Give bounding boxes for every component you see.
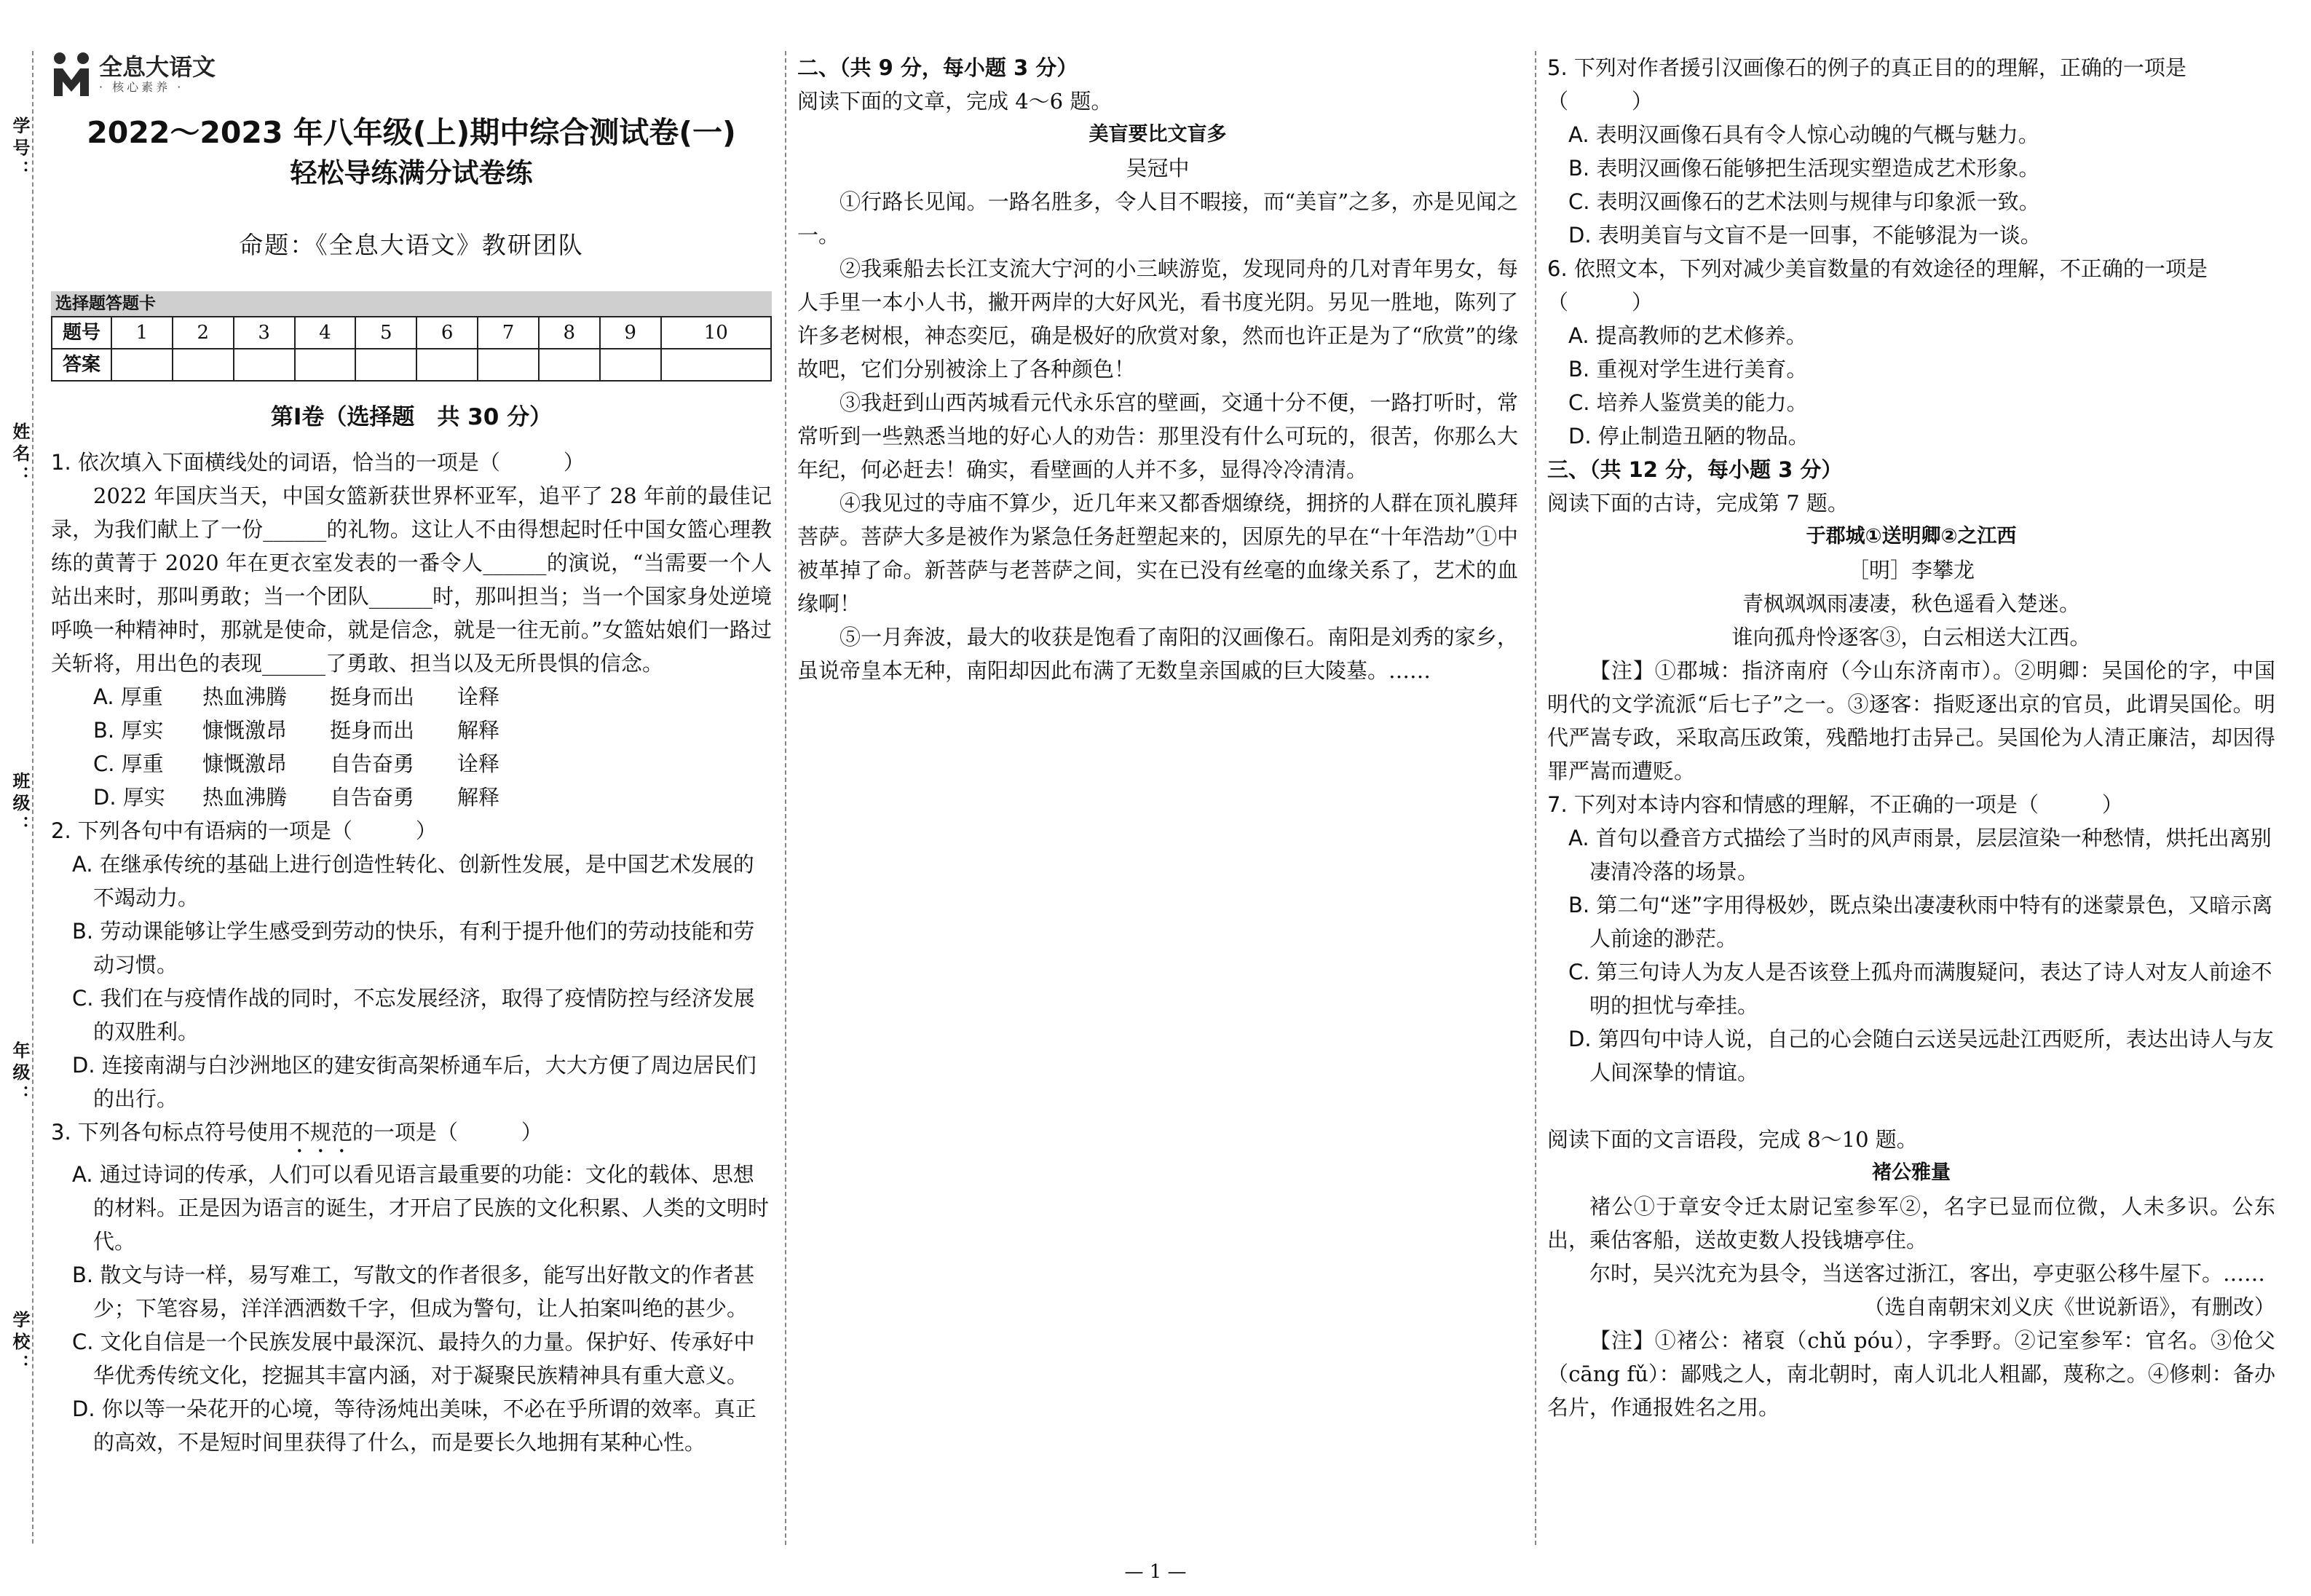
answer-card-title: 选择题答题卡 (51, 291, 772, 316)
classical-paragraph: 尔时，吴兴沈充为县令，当送客过浙江，客出，亭吏驱公移牛屋下。…… (1589, 1261, 2266, 1286)
question-5-option-c[interactable]: C. 表明汉画像石的艺术法则与规律与印象派一致。 (1568, 189, 2040, 214)
question-3-option-a[interactable]: A. 通过诗词的传承，人们可以看见语言最重要的功能：文化的载体、思想的材料。正是因为语言的诞生，才开启了民族的文化积累、人类的文明时代。 (72, 1162, 770, 1254)
answer-card-row-label: 题号 (52, 317, 111, 349)
article-title: 美盲要比文盲多 (1089, 123, 1227, 146)
logo-name: 全息大语文 (99, 53, 216, 81)
question-6-option-b[interactable]: B. 重视对学生进行美育。 (1568, 357, 1808, 382)
column-separator (785, 51, 786, 1545)
page-number: — 1 — (1124, 1561, 1187, 1583)
section-2-heading: 二、（共 9 分，每小题 3 分） (797, 55, 1078, 80)
poem-line: 青枫飒飒雨凄凄，秋色遥看入楚迷。 (1742, 591, 2080, 616)
poem-note: 【注】①郡城：指济南府（今山东济南市）。②明卿：吴国伦的字，中国明代的文学流派“后七子”之一。③逐客：指贬逐出京的官员，此谓吴国伦。明代严嵩专政，采取高压政策，残酷地打击异己。吴国伦为人清正廉洁，却因得罪严嵩而遭贬。 (1547, 658, 2275, 783)
question-number: 9 (600, 317, 661, 349)
logo-tagline: · 核心素养 · (99, 80, 184, 94)
section-2-intro: 阅读下面的文章，完成 4～6 题。 (797, 89, 1113, 114)
answer-cell[interactable] (295, 349, 356, 381)
poem-author: ［明］李攀龙 (1847, 558, 1975, 582)
question-7-option-c[interactable]: C. 第三句诗人为友人是否该登上孤舟而满腹疑问，表达了诗人对友人前途不明的担忧与牵挂。 (1568, 960, 2272, 1018)
question-2-option-d[interactable]: D. 连接南湖与白沙洲地区的建安街高架桥通车后，大大方便了周边居民们的出行。 (72, 1053, 756, 1111)
question-1-option-a[interactable]: A. 厚重 热血沸腾 挺身而出 诠释 (93, 684, 500, 709)
question-5-stem: 5. 下列对作者援引汉画像石的例子的真正目的的理解，正确的一项是（ ） (1547, 55, 2186, 114)
question-number: 5 (355, 317, 416, 349)
classical-title: 褚公雅量 (1872, 1161, 1951, 1184)
question-6-stem: 6. 依照文本，下列对减少美盲数量的有效途径的理解，不正确的一项是（ ） (1547, 256, 2208, 315)
paper-title: 2022～2023 年八年级(上)期中综合测试卷(一) (87, 115, 736, 150)
article-paragraph: ⑤一月奔波，最大的收获是饱看了南阳的汉画像石。南阳是刘秀的家乡，虽说帝皇本无种，南阳却因此布满了无数皇亲国戚的巨大陵墓。…… (797, 625, 1518, 683)
answer-cell[interactable] (478, 349, 539, 381)
question-number: 6 (416, 317, 478, 349)
question-number: 2 (173, 317, 234, 349)
question-2-option-b[interactable]: B. 劳动课能够让学生感受到劳动的快乐，有利于提升他们的劳动技能和劳动习惯。 (72, 919, 755, 977)
side-label-name: 姓名： (9, 422, 30, 488)
question-6-option-d[interactable]: D. 停止制造丑陋的物品。 (1568, 424, 1809, 449)
question-number: 7 (478, 317, 539, 349)
article-paragraph: ①行路长见闻。一路名胜多，令人目不暇接，而“美盲”之多，亦是见闻之一。 (797, 189, 1518, 248)
column-3 (1547, 51, 2275, 1424)
side-label-grade: 年级： (9, 1041, 30, 1107)
classical-source: （选自南朝宋刘义庆《世说新语》，有删改） (1863, 1295, 2275, 1319)
question-5-option-b[interactable]: B. 表明汉画像石能够把生活现实塑造成艺术形象。 (1568, 156, 2040, 181)
question-1-stem: 1. 依次填入下面横线处的词语，恰当的一项是（ ） (51, 450, 585, 475)
answer-cell[interactable] (539, 349, 600, 381)
question-5-option-d[interactable]: D. 表明美盲与文盲不是一回事，不能够混为一谈。 (1568, 223, 2042, 248)
article-paragraph: ②我乘船去长江支流大宁河的小三峡游览，发现同舟的几对青年男女，每人手里一本小人书，撇开两岸的大好风光，看书度光阴。另见一胜地，陈列了许多老树根，神态奕厄，确是极好的欣赏对象，然而也许正是为了“欣赏”的缘故吧，它们分别被涂上了各种颜色！ (797, 256, 1518, 382)
side-label-student-id: 学号： (9, 116, 30, 182)
question-2-option-a[interactable]: A. 在继承传统的基础上进行创造性转化、创新性发展，是中国艺术发展的不竭动力。 (72, 852, 754, 910)
answer-cell[interactable] (416, 349, 478, 381)
question-number: 3 (234, 317, 295, 349)
poem-title: 于郡城①送明卿②之江西 (1806, 525, 2017, 548)
paper-subtitle: 轻松导练满分试卷练 (290, 157, 533, 189)
question-number: 4 (295, 317, 356, 349)
logo-mark-icon (51, 51, 92, 98)
answer-card-row-label: 答案 (52, 349, 111, 381)
answer-cell[interactable] (661, 349, 771, 381)
question-1-option-c[interactable]: C. 厚重 慷慨激昂 自告奋勇 诠释 (93, 751, 500, 776)
question-7-option-a[interactable]: A. 首句以叠音方式描绘了当时的风声雨景，层层渲染一种愁情，烘托出离别凄清冷落的场景。 (1568, 826, 2272, 884)
side-label-class: 班级： (9, 772, 30, 837)
side-label-school: 学校： (9, 1311, 30, 1376)
question-number: 1 (111, 317, 173, 349)
column-separator (1535, 51, 1536, 1545)
logo (51, 51, 772, 98)
answer-card-table (51, 316, 772, 382)
classical-intro: 阅读下面的文言语段，完成 8～10 题。 (1547, 1127, 1918, 1152)
answer-cell[interactable] (600, 349, 661, 381)
question-3-option-b[interactable]: B. 散文与诗一样，易写难工，写散文的作者很多，能写出好散文的作者甚少；下笔容易，洋洋洒洒数千字，但成为警句，让人拍案叫绝的甚少。 (72, 1263, 755, 1321)
column-2 (797, 51, 1518, 687)
question-6-option-a[interactable]: A. 提高教师的艺术修养。 (1568, 323, 1807, 348)
section-3-heading: 三、（共 12 分，每小题 3 分） (1547, 457, 1843, 482)
question-1-option-d[interactable]: D. 厚实 热血沸腾 自告奋勇 解释 (93, 785, 500, 810)
answer-cell[interactable] (355, 349, 416, 381)
question-number: 10 (661, 317, 771, 349)
question-6-option-c[interactable]: C. 培养人鉴赏美的能力。 (1568, 390, 1808, 415)
answer-cell[interactable] (173, 349, 234, 381)
classical-paragraph: 褚公①于章安令迁太尉记室参军②，名字已显而位微，人未多识。公东出，乘估客船，送故吏数人投钱塘亭住。 (1547, 1194, 2275, 1252)
poem-line: 谁向孤舟怜逐客③，白云相送大江西。 (1731, 625, 2091, 649)
question-3-stem: 3. 下列各句标点符号使用不规范的一项是（ ） (51, 1120, 542, 1145)
answer-cell[interactable] (234, 349, 295, 381)
question-1-passage: 2022 年国庆当天，中国女篮新获世界杯亚军，追平了 28 年前的最佳记录，为我们献上了一份______的礼物。这让人不由得想起时任中国女篮心理教练的黄菁于 2020 年在更衣室发表的一番令人______的演说，“当需要一个人站出来时，那叫勇敢；当一个团队______时，那叫担当；当一个国家身处逆境呼唤一种精神时，那就是使命，就是信念，就是一往无前。”女篮姑娘们一路过关斩将，用出色的表现______了勇敢、担当以及无所畏惧的信念。 (51, 483, 772, 676)
answer-cell[interactable] (111, 349, 173, 381)
question-5-option-a[interactable]: A. 表明汉画像石具有令人惊心动魄的气概与魅力。 (1568, 122, 2039, 147)
question-2-option-c[interactable]: C. 我们在与疫情作战的同时，不忘发展经济，取得了疫情防控与经济发展的双胜利。 (72, 986, 755, 1044)
article-paragraph: ④我见过的寺庙不算少，近几年来又都香烟缭绕，拥挤的人群在顶礼膜拜菩萨。菩萨大多是被作为紧急任务赶塑起来的，因原先的早在“十年浩劫”①中被革掉了命。新菩萨与老菩萨之间，实在已没有丝毫的血缘关系了，艺术的血缘啊！ (797, 491, 1518, 616)
classical-note: 【注】①褚公：褚裒（chǔ póu），字季野。②记室参军：官名。③伧父（cāng fǔ）：鄙贱之人，南北朝时，南人讥北人粗鄙，蔑称之。④修刺：备办名片，作通报姓名之用。 (1547, 1328, 2275, 1420)
question-1-option-b[interactable]: B. 厚实 慷慨激昂 挺身而出 解释 (93, 718, 500, 743)
section-3-intro: 阅读下面的古诗，完成第 7 题。 (1547, 491, 1849, 515)
paper-author: 命题：《全息大语文》教研团队 (239, 231, 584, 259)
question-7-option-b[interactable]: B. 第二句“迷”字用得极妙，既点染出凄凄秋雨中特有的迷蒙景色，又暗示离人前途的渺茫。 (1568, 893, 2273, 951)
question-2-stem: 2. 下列各句中有语病的一项是（ ） (51, 818, 437, 843)
question-3-option-d[interactable]: D. 你以等一朵花开的心境，等待汤炖出美味，不必在乎所谓的效率。真正的高效，不是短时间里获得了什么，而是要长久地拥有某种心性。 (72, 1396, 756, 1455)
column-1 (51, 51, 772, 1459)
question-7-option-d[interactable]: D. 第四句中诗人说，自己的心会随白云送吴远赴江西贬所，表达出诗人与友人间深挚的情谊。 (1568, 1027, 2274, 1085)
part-1-heading: 第Ⅰ卷（选择题 共 30 分） (270, 404, 553, 430)
question-number: 8 (539, 317, 600, 349)
article-author: 吴冠中 (1126, 156, 1190, 181)
article-paragraph: ③我赶到山西芮城看元代永乐宫的壁画，交通十分不便，一路打听时，常常听到一些熟悉当地的好心人的劝告：那里没有什么可玩的，很苦，你那么大年纪，何必赶去！确实，看壁画的人并不多，显得冷冷清清。 (797, 390, 1518, 482)
question-3-option-c[interactable]: C. 文化自信是一个民族发展中最深沉、最持久的力量。保护好、传承好中华优秀传统文化，挖掘其丰富内涵，对于凝聚民族精神具有重大意义。 (72, 1330, 755, 1388)
question-7-stem: 7. 下列对本诗内容和情感的理解，不正确的一项是（ ） (1547, 792, 2123, 817)
